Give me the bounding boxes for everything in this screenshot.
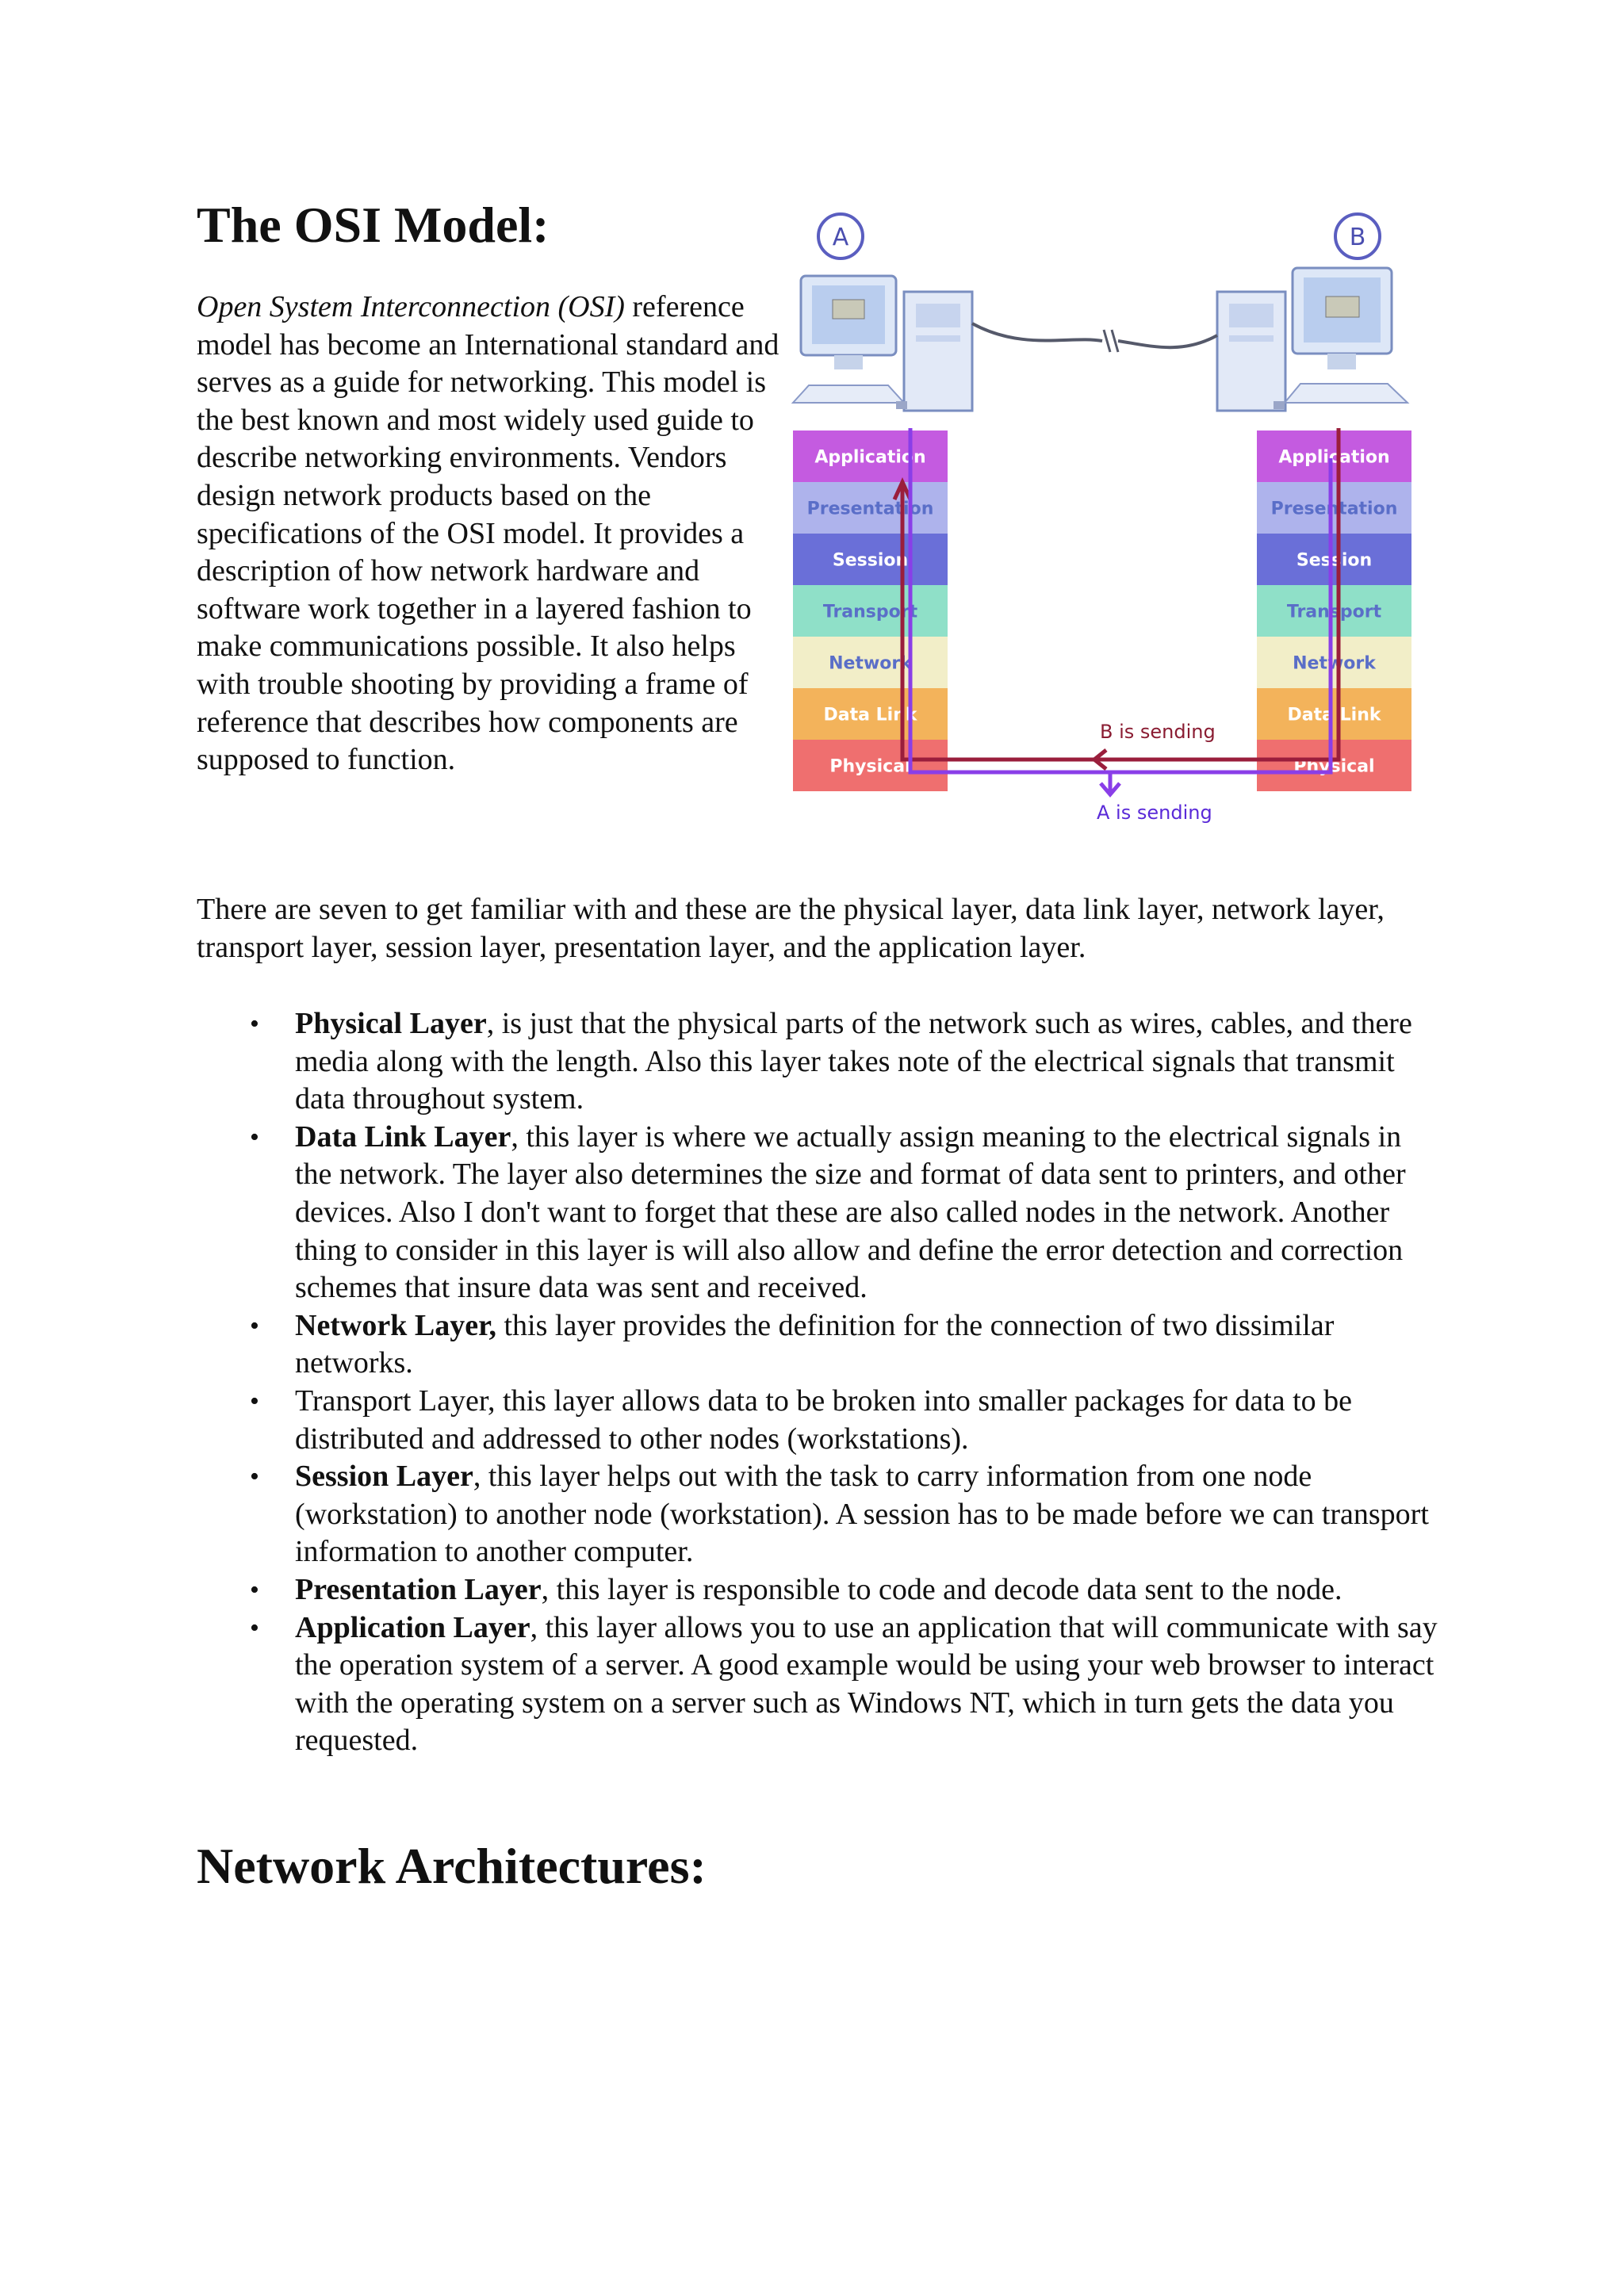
list-item-title: Presentation Layer xyxy=(295,1572,542,1606)
list-item-session xyxy=(250,1458,1445,1571)
intro-text: reference model has become an International standard and serves as a guide for networking. This model is the best known and most widely used guide to describe networking environments. Vendors design network products based on the specifications of the OSI model. It provides a description of how network hardware and software work together in a layered fashion to make communications possible. It also helps with trouble shooting by providing a frame of reference that describes how components are supposed to function. xyxy=(197,290,779,777)
bullet-icon: • xyxy=(250,1122,259,1152)
list-item-title: Physical Layer xyxy=(295,1007,487,1040)
bullet-icon: • xyxy=(250,1575,259,1605)
list-item-text: , this layer is responsible to code and decode data sent to the node. xyxy=(541,1572,1342,1606)
layer-label-a-3: Transport xyxy=(822,602,918,622)
page-title: The OSI Model: xyxy=(197,197,550,253)
list-item-network xyxy=(250,1307,1445,1383)
list-item-text: , is just that the physical parts of the network such as wires, cables, and there media along with the length. Also this layer takes note of the electrical signals that transmit data throughout system. xyxy=(295,1007,1412,1116)
layer-label-b-4: Network xyxy=(1293,653,1376,674)
layer-label-b-0: Application xyxy=(1278,447,1390,468)
layer-label-b-5: Data Link xyxy=(1287,705,1381,725)
intro-italic-term: Open System Interconnection (OSI) xyxy=(197,290,625,323)
layer-stack-a xyxy=(793,430,948,791)
section-title: Network Architectures: xyxy=(197,1838,707,1894)
list-item-physical xyxy=(250,1005,1445,1119)
list-item-application xyxy=(250,1609,1445,1760)
list-item-title: Network Layer, xyxy=(295,1308,496,1342)
layer-label-b-2: Session xyxy=(1296,550,1373,571)
network-cable xyxy=(972,323,1102,341)
layer-label-a-4: Network xyxy=(829,653,912,674)
bullet-icon: • xyxy=(250,1462,259,1492)
list-item-data-link xyxy=(250,1119,1445,1307)
list-item-text: , this layer is where we actually assign meaning to the electrical signals in the network. The layer also determines the size and format of data sent to printers, and other devices. Also I don't want to forget that these are also called nodes in the network. Another thing to consider in this layer is will also allow and define the error detection and correction schemes that insure data was sent and received. xyxy=(295,1119,1406,1305)
layer-label-b-3: Transport xyxy=(1286,602,1382,622)
layer-label-a-2: Session xyxy=(832,550,909,571)
seven-layers-paragraph: There are seven to get familiar with and these are the physical layer, data link layer, network layer, transport layer, session layer, presentation layer, and the application layer. xyxy=(197,893,1385,964)
layer-label-a-1: Presentation xyxy=(806,499,934,519)
bullet-icon: • xyxy=(250,1009,259,1039)
layer-label-b-6: Physical xyxy=(1293,756,1375,777)
a-sending-label: A is sending xyxy=(1097,802,1212,824)
bullet-icon: • xyxy=(250,1311,259,1341)
computer-b-icon xyxy=(1217,268,1408,411)
list-item-text: , this layer helps out with the task to carry information from one node (workstation) to another node (workstation). A session has to be made before we can transport information to another computer. xyxy=(295,1460,1429,1569)
node-b-label: B xyxy=(1349,224,1366,251)
layer-label-a-0: Application xyxy=(814,447,926,468)
intro-paragraph xyxy=(197,289,783,779)
bullet-icon: • xyxy=(250,1613,259,1643)
list-item-title: Session Layer xyxy=(295,1460,473,1494)
layer-stack-b xyxy=(1257,430,1411,791)
layer-list xyxy=(250,1005,1445,1760)
list-item-text: this layer provides the definition for the connection of two dissimilar networks. xyxy=(295,1308,1335,1380)
node-a-label: A xyxy=(832,224,849,251)
layer-label-a-5: Data Link xyxy=(823,705,917,725)
b-sending-label: B is sending xyxy=(1100,721,1216,743)
bullet-icon: • xyxy=(250,1386,259,1416)
list-item-title: Data Link Layer xyxy=(295,1119,511,1154)
computer-a-icon xyxy=(793,276,972,411)
osi-diagram xyxy=(785,205,1419,839)
layer-label-b-1: Presentation xyxy=(1270,499,1398,519)
list-item-transport xyxy=(250,1383,1445,1458)
list-item-title: Application Layer xyxy=(295,1610,530,1644)
list-item-text: Transport Layer, this layer allows data to be broken into smaller packages for data to be distributed and addressed to other nodes (workstations). xyxy=(295,1383,1353,1456)
list-item-presentation xyxy=(250,1571,1445,1609)
list-item-text: , this layer allows you to use an application that will communicate with say the operation system of a server. A good example would be using your web browser to interact with the operating system on a server such as Windows NT, which in turn gets the data you requested. xyxy=(295,1610,1438,1758)
layer-label-a-6: Physical xyxy=(829,756,911,777)
